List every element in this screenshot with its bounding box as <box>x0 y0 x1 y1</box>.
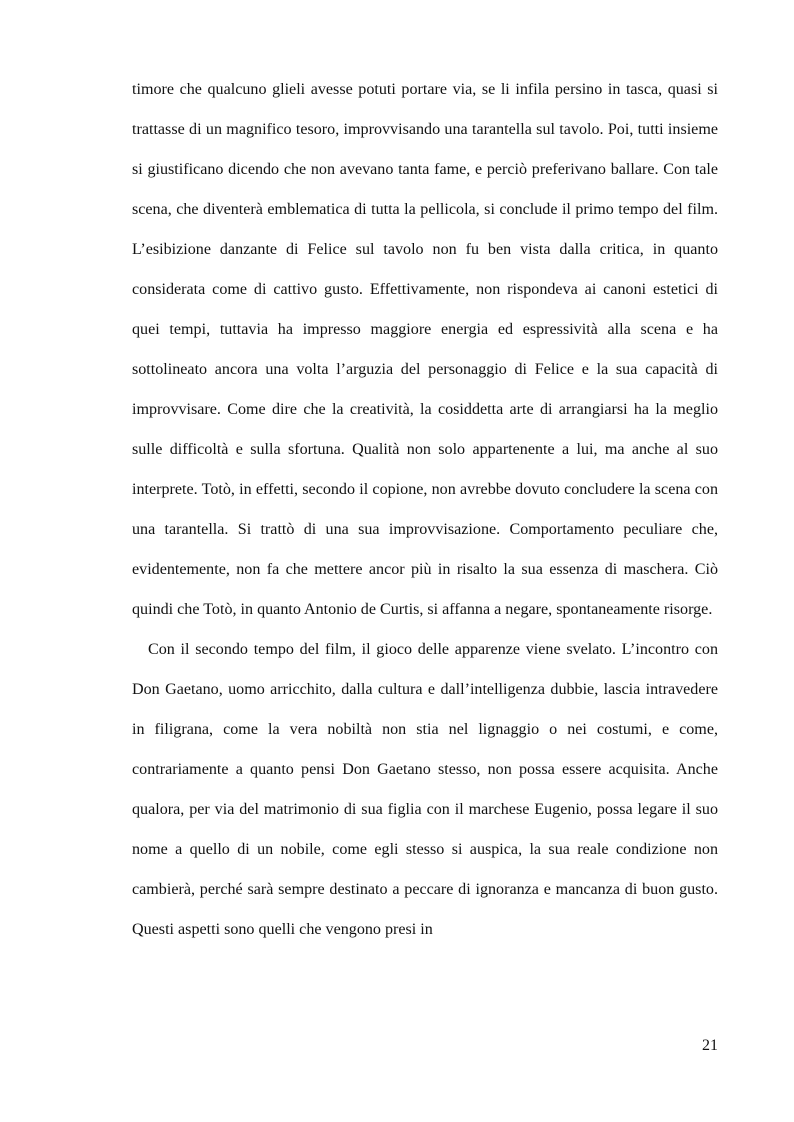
page-number: 21 <box>702 1037 718 1054</box>
paragraph-1: timore che qualcuno glieli avesse potuti portare via, se li infila persino in tasca, quasi si trattasse di un magnifico tesoro, improvvisando una tarantella sul tavolo. Poi, tutti insieme si giustificano dicendo che non avevano tanta fame, e perciò preferivano ballare. Con tale scena, che diventerà emblematica di tutta la pellicola, si conclude il primo tempo del film. L’esibizione danzante di Felice sul tavolo non fu ben vista dalla critica, in quanto considerata come di cattivo gusto. Effettivamente, non rispondeva ai canoni estetici di quei tempi, tuttavia ha impresso maggiore energia ed espressività alla scena e ha sottolineato ancora una volta l’arguzia del personaggio di Felice e la sua capacità di improvvisare. Come dire che la creatività, la cosiddetta arte di arrangiarsi ha la meglio sulle difficoltà e sulla sfortuna. Qualità non solo appartenente a lui, ma anche al suo interprete. Totò, in effetti, secondo il copione, non avrebbe dovuto concludere la scena con una tarantella. Si trattò di una sua improvvisazione. Comportamento peculiare che, evidentemente, non fa che mettere ancor più in risalto la sua essenza di maschera. Ciò quindi che Totò, in quanto Antonio de Curtis, si affanna a negare, spontaneamente risorge. <box>132 81 718 618</box>
document-body <box>132 70 718 950</box>
paragraph-2: Con il secondo tempo del film, il gioco delle apparenze viene svelato. L’incontro con Don Gaetano, uomo arricchito, dalla cultura e dall’intelligenza dubbie, lascia intravedere in filigrana, come la vera nobiltà non stia nel lignaggio o nei costumi, e come, contrariamente a quanto pensi Don Gaetano stesso, non possa essere acquisita. Anche qualora, per via del matrimonio di sua figlia con il marchese Eugenio, possa legare il suo nome a quello di un nobile, come egli stesso si auspica, la sua reale condizione non cambierà, perché sarà sempre destinato a peccare di ignoranza e mancanza di buon gusto. Questi aspetti sono quelli che vengono presi in <box>132 641 718 938</box>
